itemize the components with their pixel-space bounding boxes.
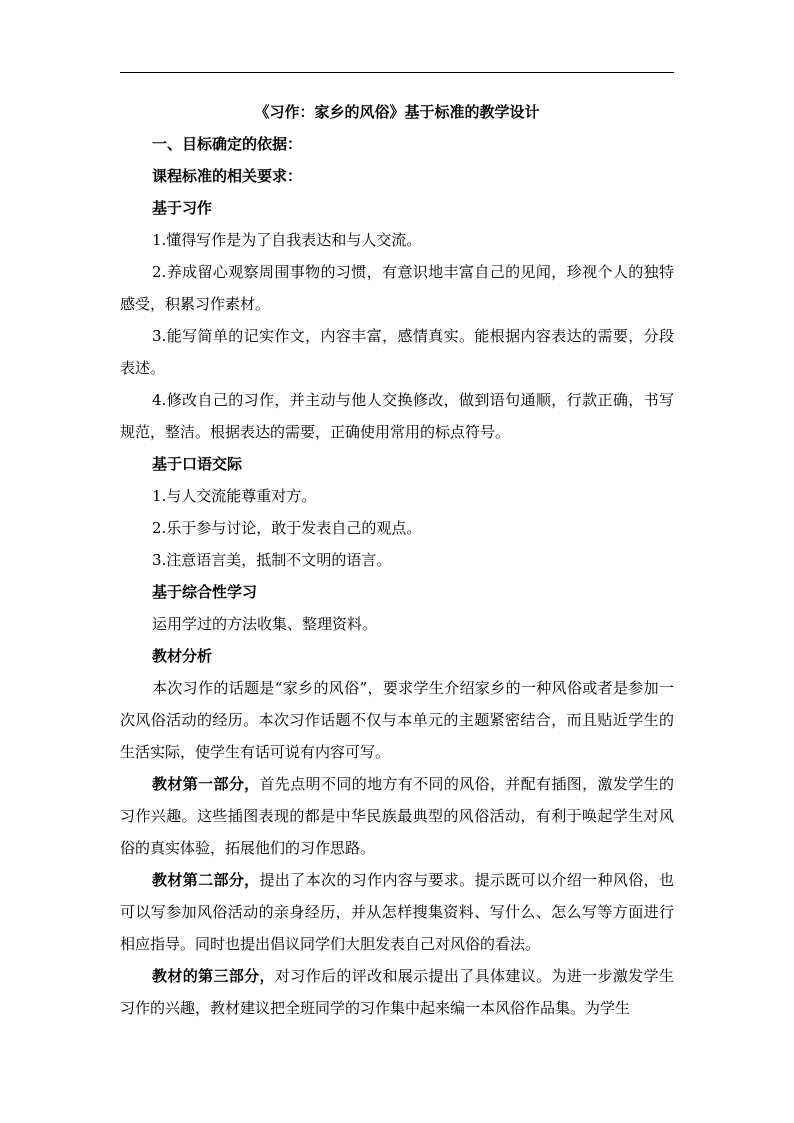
analysis-part-1	[120, 768, 674, 864]
section-heading-basis: 一、目标确定的依据：	[152, 135, 303, 153]
writing-item: 3.能写简单的记实作文，内容丰富，感情真实。能根据内容表达的需要，分段表述。	[120, 327, 674, 377]
writing-item: 1.懂得写作是为了自我表达和与人交流。	[152, 231, 422, 249]
integrated-heading: 基于综合性学习	[152, 583, 258, 601]
analysis-part-2	[120, 864, 674, 960]
oral-item: 2.乐于参与讨论，敢于发表自己的观点。	[152, 519, 422, 537]
writing-item: 2.养成留心观察周围事物的习惯，有意识地丰富自己的见闻，珍视个人的独特感受，积累习作素材。	[120, 263, 674, 313]
analysis-part-3	[120, 960, 674, 1024]
oral-heading: 基于口语交际	[152, 455, 243, 473]
oral-item: 3.注意语言美，抵制不文明的语言。	[152, 551, 392, 569]
header-rule	[120, 72, 674, 73]
part-1-lead: 教材第一部分，	[152, 775, 260, 793]
standards-heading: 课程标准的相关要求：	[152, 167, 303, 185]
document-body	[120, 96, 674, 1024]
analysis-intro: 本次习作的话题是“家乡的风俗”，要求学生介绍家乡的一种风俗或者是参加一次风俗活动的经历。本次习作话题不仅与本单元的主题紧密结合，而且贴近学生的生活实际，使学生有话可说有内容可写。	[120, 679, 674, 761]
writing-item: 4.修改自己的习作，并主动与他人交换修改，做到语句通顺，行款正确，书写规范，整洁。根据表达的需要，正确使用常用的标点符号。	[120, 391, 674, 441]
part-2-lead: 教材第二部分，	[152, 871, 260, 889]
part-3-text: 对习作后的评改和展示提出了具体建议。为进一步激发学生习作的兴趣，教材建议把全班同学的习作集中起来编一本风俗作品集。为学生	[120, 967, 674, 1017]
analysis-heading: 教材分析	[152, 647, 213, 665]
part-1-text: 首先点明不同的地方有不同的风俗，并配有插图，激发学生的习作兴趣。这些插图表现的都是中华民族最典型的风俗活动，有利于唤起学生对风俗的真实体验，拓展他们的习作思路。	[120, 775, 674, 857]
part-3-lead: 教材的第三部分，	[152, 967, 275, 985]
writing-heading: 基于习作	[152, 199, 213, 217]
part-2-text: 提出了本次的习作内容与要求。提示既可以介绍一种风俗，也可以写参加风俗活动的亲身经历，并从怎样搜集资料、写什么、怎么写等方面进行相应指导。同时也提出倡议同学们大胆发表自己对风俗的看法。	[120, 871, 674, 953]
oral-item: 1.与人交流能尊重对方。	[152, 487, 317, 505]
integrated-text: 运用学过的方法收集、整理资料。	[152, 615, 378, 633]
document-title: 《习作：家乡的风俗》基于标准的教学设计	[254, 103, 540, 121]
